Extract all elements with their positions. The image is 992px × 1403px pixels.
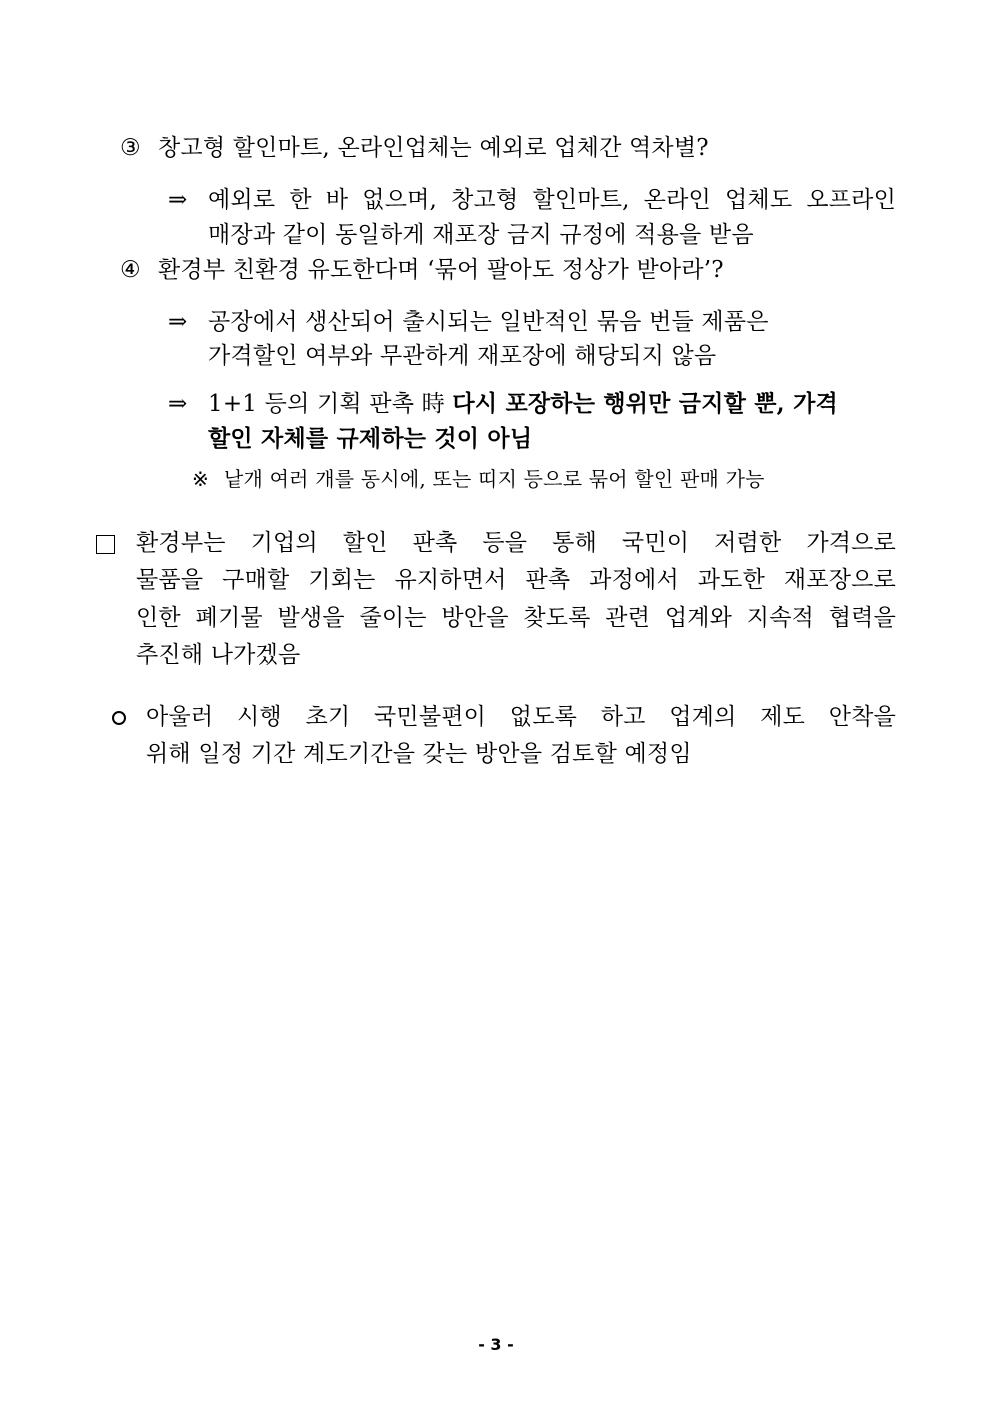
answer-3-line-1: 예외로 한 바 없으며, 창고형 할인마트, 온라인 업체도 오프라인 — [208, 187, 896, 213]
arrow-icon: ⇒ — [168, 391, 188, 417]
paragraph-line-4: 추진해 나가겠음 — [136, 642, 301, 668]
answer-4b-normal-text: 1+1 등의 기획 판촉 時 — [208, 391, 453, 417]
arrow-icon: ⇒ — [168, 309, 188, 335]
item-number-3: ③ — [120, 135, 141, 161]
sub-paragraph-line-2: 위해 일정 기간 계도기간을 갖는 방안을 검토할 예정임 — [146, 741, 692, 767]
answer-4a-line-1: 공장에서 생산되어 출시되는 일반적인 묶음 번들 제품은 — [208, 309, 769, 335]
arrow-icon: ⇒ — [168, 187, 188, 213]
sub-paragraph-line-1: 아울러 시행 초기 국민불편이 없도록 하고 업계의 제도 안착을 — [146, 704, 896, 730]
paragraph-line-1: 환경부는 기업의 할인 판촉 등을 통해 국민이 저렴한 가격으로 — [136, 530, 896, 556]
checkbox-square-icon — [96, 535, 115, 554]
answer-4b-line-1 — [208, 387, 838, 421]
answer-4b-line-2: 할인 자체를 규제하는 것이 아님 — [208, 425, 533, 452]
answer-3-line-2: 매장과 같이 동일하게 재포장 금지 규정에 적용을 받음 — [208, 222, 754, 248]
answer-4b-bold-text: 다시 포장하는 행위만 금지할 뿐, 가격 — [452, 390, 838, 417]
answer-4a-line-2: 가격할인 여부와 무관하게 재포장에 해당되지 않음 — [208, 343, 717, 369]
question-4: 환경부 친환경 유도한다며 ‘묶어 팔아도 정상가 받아라’? — [158, 257, 724, 283]
circle-bullet-icon — [112, 711, 126, 725]
note-text: 낱개 여러 개를 동시에, 또는 띠지 등으로 묶어 할인 판매 가능 — [224, 467, 765, 491]
question-3: 창고형 할인마트, 온라인업체는 예외로 업체간 역차별? — [158, 135, 709, 161]
paragraph-line-2: 물품을 구매할 기회는 유지하면서 판촉 과정에서 과도한 재포장으로 — [136, 567, 896, 593]
paragraph-line-3: 인한 폐기물 발생을 줄이는 방안을 찾도록 관련 업계와 지속적 협력을 — [136, 605, 896, 631]
page-number: - 3 - — [478, 1335, 514, 1354]
item-number-4: ④ — [120, 257, 141, 283]
reference-mark-icon: ※ — [192, 467, 209, 491]
